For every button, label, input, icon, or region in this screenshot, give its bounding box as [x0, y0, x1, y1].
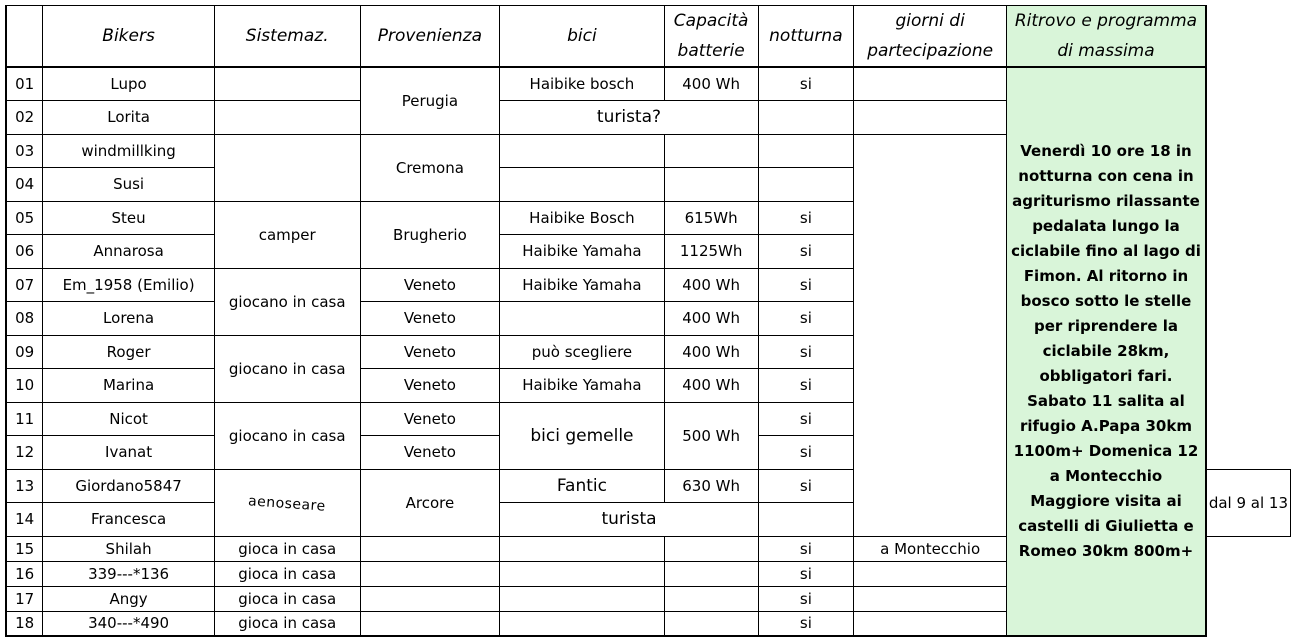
row-number: 16 [6, 561, 43, 586]
provenienza-cell: Veneto [360, 368, 500, 402]
bici-cell: Fantic [500, 469, 664, 502]
sistemaz-cell [214, 469, 360, 536]
giorni-cell: a Montecchio [854, 536, 1007, 561]
notturna-cell [758, 100, 853, 134]
biker-name: windmillking [43, 134, 215, 167]
header-row [6, 6, 1291, 68]
biker-name: Roger [43, 335, 215, 368]
notturna-cell: si [758, 234, 853, 268]
bici-cell [500, 301, 664, 335]
provenienza-cell [360, 561, 500, 586]
sistemaz-cell [214, 134, 360, 201]
header-notturna: notturna [758, 6, 853, 68]
capacita-cell: 400 Wh [664, 335, 758, 368]
bici-cell: Haibike Yamaha [500, 234, 664, 268]
sistemaz-cell: giocano in casa [214, 335, 360, 402]
row-number: 03 [6, 134, 43, 167]
row-number: 04 [6, 167, 43, 201]
notturna-cell: si [758, 561, 853, 586]
bici-cell: bici gemelle [500, 402, 664, 469]
biker-name: Annarosa [43, 234, 215, 268]
row-number: 11 [6, 402, 43, 435]
biker-name: Giordano5847 [43, 469, 215, 502]
provenienza-cell [360, 586, 500, 611]
row-number: 05 [6, 201, 43, 234]
notturna-cell: si [758, 368, 853, 402]
notturna-cell: si [758, 586, 853, 611]
bici-cell [500, 167, 664, 201]
provenienza-cell [360, 611, 500, 636]
header-giorni: giorni di partecipazione [854, 6, 1007, 68]
biker-name: 339---*136 [43, 561, 215, 586]
row-number: 07 [6, 268, 43, 301]
provenienza-cell: Veneto [360, 435, 500, 469]
bici-cell [500, 611, 664, 636]
giorni-cell [854, 611, 1007, 636]
provenienza-cell: Arcore [360, 469, 500, 536]
row-number: 14 [6, 502, 43, 536]
sistemaz-cell: gioca in casa [214, 561, 360, 586]
row-number: 10 [6, 368, 43, 402]
biker-name: Francesca [43, 502, 215, 536]
notturna-cell [758, 134, 853, 167]
biker-name: Shilah [43, 536, 215, 561]
row-number: 09 [6, 335, 43, 368]
row-number: 01 [6, 67, 43, 100]
provenienza-cell: Veneto [360, 301, 500, 335]
bici-cell: Haibike Bosch [500, 201, 664, 234]
biker-name: Lorena [43, 301, 215, 335]
biker-name: 340---*490 [43, 611, 215, 636]
capacita-cell: 400 Wh [664, 368, 758, 402]
aenoseare-text: aenoseare [247, 492, 327, 515]
row-number: 12 [6, 435, 43, 469]
sistemaz-cell: camper [214, 201, 360, 268]
capacita-cell: 400 Wh [664, 67, 758, 100]
capacita-cell [664, 586, 758, 611]
provenienza-cell: Perugia [360, 67, 500, 134]
bici-cell: turista [500, 502, 758, 536]
capacita-cell [664, 561, 758, 586]
header-capacita: Capacità batterie [664, 6, 758, 68]
capacita-cell: 500 Wh [664, 402, 758, 469]
row-number: 15 [6, 536, 43, 561]
sistemaz-cell [214, 100, 360, 134]
giorni-cell [854, 586, 1007, 611]
sistemaz-cell [214, 67, 360, 100]
row-number: 06 [6, 234, 43, 268]
notturna-cell: si [758, 536, 853, 561]
provenienza-cell: Cremona [360, 134, 500, 201]
notturna-cell: si [758, 301, 853, 335]
notturna-cell: si [758, 201, 853, 234]
bici-cell [500, 134, 664, 167]
sistemaz-cell: gioca in casa [214, 536, 360, 561]
bici-cell: turista? [500, 100, 758, 134]
bici-cell: Haibike Yamaha [500, 268, 664, 301]
notturna-cell: si [758, 469, 853, 502]
row-number: 17 [6, 586, 43, 611]
giorni-cell [854, 561, 1007, 586]
header-bici: bici [500, 6, 664, 68]
capacita-cell: 615Wh [664, 201, 758, 234]
biker-name: Angy [43, 586, 215, 611]
capacita-cell [664, 536, 758, 561]
giorni-cell [854, 100, 1007, 134]
notturna-cell [758, 167, 853, 201]
header-bikers: Bikers [43, 6, 215, 68]
provenienza-cell: Brugherio [360, 201, 500, 268]
capacita-cell: 400 Wh [664, 301, 758, 335]
capacita-cell: 630 Wh [664, 469, 758, 502]
table-row [6, 67, 1291, 100]
biker-name: Marina [43, 368, 215, 402]
provenienza-cell: Veneto [360, 335, 500, 368]
sistemaz-cell: giocano in casa [214, 402, 360, 469]
giorni-cell [854, 134, 1007, 536]
notturna-cell: si [758, 268, 853, 301]
participants-table [5, 5, 1291, 637]
row-number: 08 [6, 301, 43, 335]
bici-cell: può scegliere [500, 335, 664, 368]
capacita-cell [664, 167, 758, 201]
biker-name: Susi [43, 167, 215, 201]
sistemaz-cell: gioca in casa [214, 586, 360, 611]
row-number: 02 [6, 100, 43, 134]
header-programma: Ritrovo e programma di massima [1007, 6, 1206, 68]
notturna-cell: si [758, 402, 853, 435]
notturna-cell: si [758, 67, 853, 100]
biker-name: Nicot [43, 402, 215, 435]
biker-name: Steu [43, 201, 215, 234]
notturna-cell [758, 502, 853, 536]
notturna-cell: si [758, 335, 853, 368]
sistemaz-cell: gioca in casa [214, 611, 360, 636]
capacita-cell [664, 134, 758, 167]
biker-name: Lorita [43, 100, 215, 134]
header-num [6, 6, 43, 68]
provenienza-cell: Veneto [360, 402, 500, 435]
header-provenienza: Provenienza [360, 6, 500, 68]
sistemaz-cell: giocano in casa [214, 268, 360, 335]
bici-cell [500, 536, 664, 561]
bici-cell [500, 586, 664, 611]
header-sistemaz: Sistemaz. [214, 6, 360, 68]
row-number: 13 [6, 469, 43, 502]
capacita-cell: 1125Wh [664, 234, 758, 268]
bici-cell [500, 561, 664, 586]
bici-cell: Haibike bosch [500, 67, 664, 100]
programma-cell: Venerdì 10 ore 18 in notturna con cena in agriturismo rilassante pedalata lungo la ciclabile fino al lago di Fimon. Al ritorno in bosco sotto le stelle per riprendere la ciclabile 28km, obbligatori fari. Sabato 11 salita al rifugio A.Papa 30km 1100m+ Domenica 12 a Montecchio Maggiore visita ai castelli di Giulietta e Romeo 30km 800m+ [1007, 67, 1206, 636]
row-number: 18 [6, 611, 43, 636]
capacita-cell: 400 Wh [664, 268, 758, 301]
notturna-cell: si [758, 611, 853, 636]
bici-cell: Haibike Yamaha [500, 368, 664, 402]
biker-name: Em_1958 (Emilio) [43, 268, 215, 301]
capacita-cell [664, 611, 758, 636]
provenienza-cell [360, 536, 500, 561]
spreadsheet [5, 5, 1291, 637]
biker-name: Ivanat [43, 435, 215, 469]
biker-name: Lupo [43, 67, 215, 100]
giorni-cell [854, 67, 1007, 100]
provenienza-cell: Veneto [360, 268, 500, 301]
giorni-cell: dal 9 al 13 [1206, 469, 1291, 536]
notturna-cell: si [758, 435, 853, 469]
